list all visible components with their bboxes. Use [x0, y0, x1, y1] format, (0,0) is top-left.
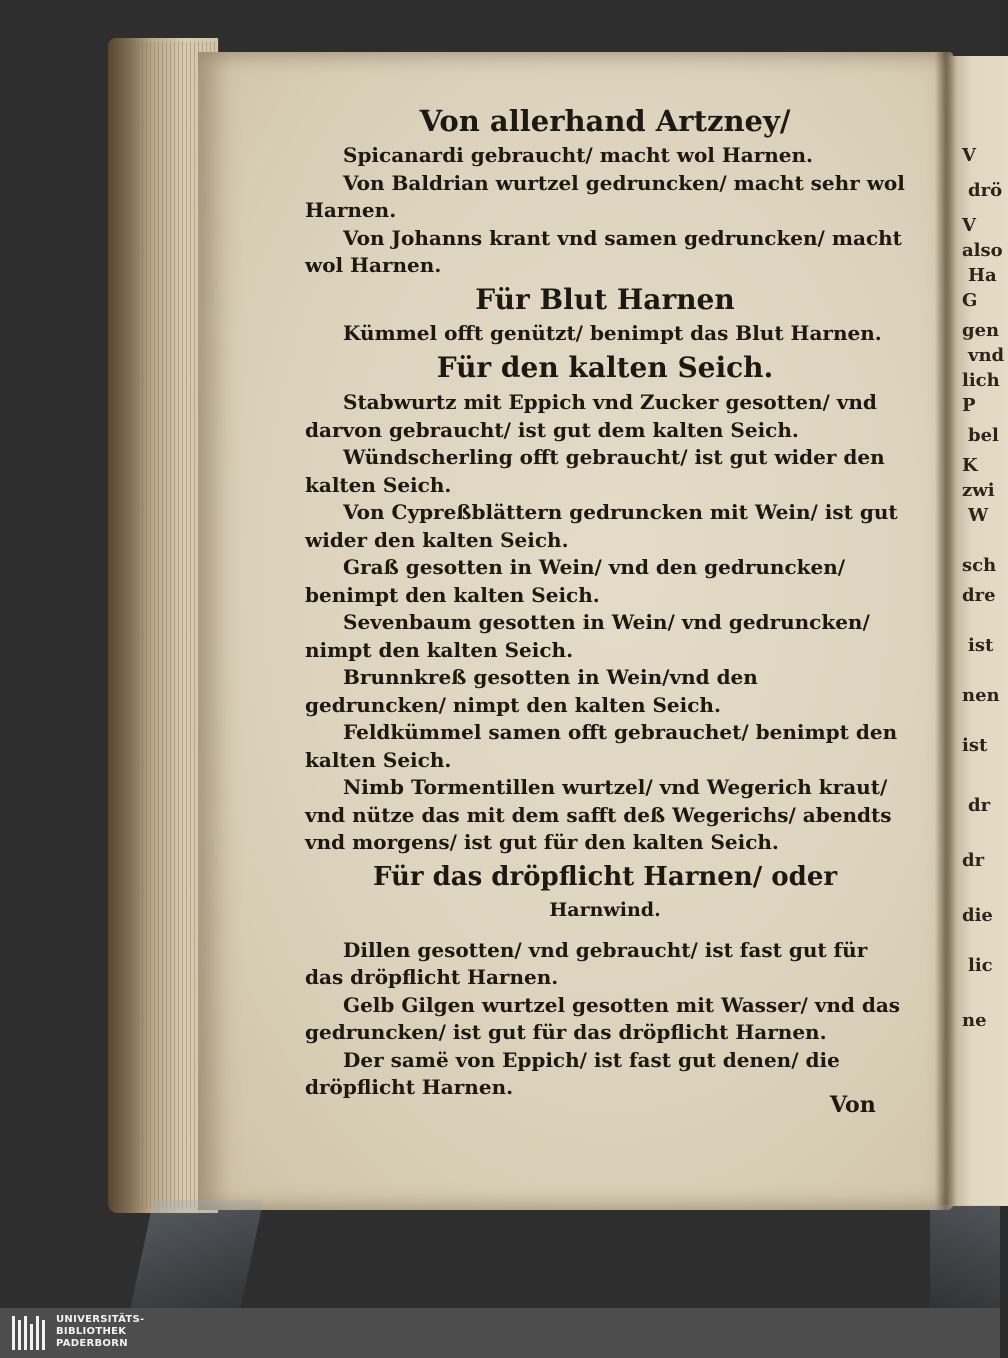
text-line: Dillen gesotten/ vnd gebraucht/ ist fast gut für das dröpflicht Harnen.: [305, 937, 868, 989]
right-page-fragment-text: lic: [968, 955, 993, 976]
text-line: Gelb Gilgen wurtzel gesotten mit Wasser/ vnd das gedruncken/ ist gut für das dröpflicht Harnen.: [305, 992, 901, 1044]
right-page-fragment-text: nen: [962, 685, 1000, 706]
text-line: Von Johanns krant vnd samen gedruncken/ macht wol Harnen.: [305, 225, 902, 277]
text-line: Spicanardi gebraucht/ macht wol Harnen.: [343, 143, 814, 167]
right-page-fragment-text: bel: [968, 425, 999, 446]
right-page-fragment-text: W: [968, 505, 989, 526]
book-gutter: [935, 50, 957, 1210]
right-page-fragment-text: drö: [968, 180, 1003, 201]
right-page-fragment-text: lich: [962, 370, 1000, 391]
text-line: Nimb Tormentillen wurtzel/ vnd Wegerich kraut/ vnd nütze das mit dem safft deß Wegerichs/ abendts vnd morgens/ ist gut für den kalten Seich.: [305, 775, 892, 854]
library-logo-icon: [10, 1312, 50, 1354]
library-footer: [0, 1308, 1000, 1358]
text-line: Feldkümmel samen offt gebrauchet/ benimpt den kalten Seich.: [305, 720, 898, 772]
heading-blut-harnen: Für Blut Harnen: [475, 282, 735, 316]
library-name-line: BIBLIOTHEK: [56, 1326, 127, 1337]
text-line: Sevenbaum gesotten in Wein/ vnd gedruncken/ nimpt den kalten Seich.: [305, 610, 870, 662]
heading-harnwind: Harnwind.: [549, 898, 661, 921]
library-name-line: PADERBORN: [56, 1338, 128, 1349]
right-page-fragment-text: Ha: [968, 265, 997, 286]
right-page-fragment-text: G: [962, 290, 978, 311]
text-line: Von Baldrian wurtzel gedruncken/ macht sehr wol Harnen.: [305, 170, 905, 222]
text-line: Wündscherling offt gebraucht/ ist gut wider den kalten Seich.: [305, 445, 885, 497]
right-page-fragment-text: dr: [962, 850, 985, 871]
page-text: [305, 100, 905, 1102]
heading-droepflicht-harnen: Für das dröpflicht Harnen/ oder: [372, 861, 838, 892]
text-line: Der samë von Eppich/ ist fast gut denen/ die dröpflicht Harnen.: [305, 1047, 840, 1099]
right-page-fragment-text: P: [962, 395, 976, 416]
right-page-fragment: [948, 56, 1008, 1206]
library-name-line: UNIVERSITÄTS-: [56, 1314, 145, 1325]
library-name: [56, 1314, 145, 1350]
right-page-fragment-text: ist: [968, 635, 994, 656]
right-page-fragment-text: V: [962, 145, 976, 166]
right-page-fragment-text: zwi: [962, 480, 995, 501]
right-page-fragment-text: K: [962, 455, 978, 476]
catchword: Von: [830, 1092, 876, 1118]
right-page-fragment-text: dre: [962, 585, 996, 606]
text-line: Brunnkreß gesotten in Wein/vnd den gedruncken/ nimpt den kalten Seich.: [305, 665, 758, 717]
text-line: Von Cypreßblättern gedruncken mit Wein/ ist gut wider den kalten Seich.: [305, 500, 898, 552]
text-line: Graß gesotten in Wein/ vnd den gedruncken/ benimpt den kalten Seich.: [305, 555, 846, 607]
heading-main: Von allerhand Artzney/: [419, 104, 791, 138]
right-page-fragment-text: ne: [962, 1010, 987, 1031]
right-page-fragment-text: sch: [962, 555, 997, 576]
text-line: Kümmel offt genützt/ benimpt das Blut Harnen.: [343, 320, 882, 345]
right-page-fragment-text: die: [962, 905, 993, 926]
right-page-fragment-text: also: [962, 240, 1003, 261]
book-stand-left: [131, 1200, 264, 1308]
book-stand-right: [930, 1205, 1000, 1308]
right-page-fragment-text: ist: [962, 735, 988, 756]
text-line: Stabwurtz mit Eppich vnd Zucker gesotten/ vnd darvon gebraucht/ ist gut dem kalten Seich.: [305, 390, 877, 442]
right-page-fragment-text: V: [962, 215, 976, 236]
heading-kalten-seich: Für den kalten Seich.: [436, 351, 774, 384]
right-page-fragment-text: gen: [962, 320, 1000, 341]
right-page-fragment-text: dr: [968, 795, 991, 816]
right-page-fragment-text: vnd: [968, 345, 1005, 366]
